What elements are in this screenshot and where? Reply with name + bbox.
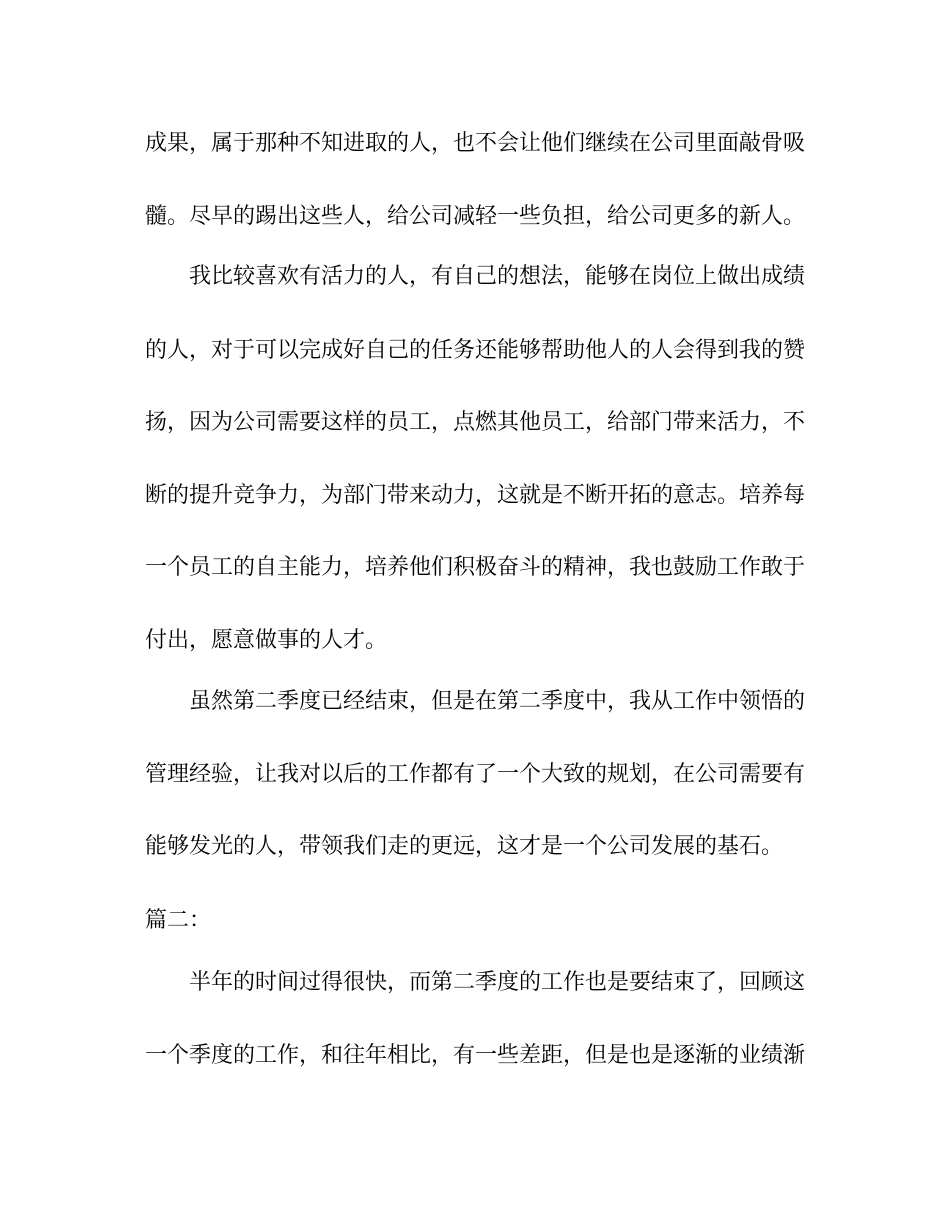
paragraph-line: 扬，因为公司需要这样的员工，点燃其他员工，给部门带来活力，不 bbox=[145, 410, 805, 435]
paragraph-line: 成果，属于那种不知进取的人，也不会让他们继续在公司里面敲骨吸 bbox=[145, 131, 805, 156]
paragraph-line: 管理经验，让我对以后的工作都有了一个大致的规划，在公司需要有 bbox=[145, 762, 805, 787]
section-heading: 篇二： bbox=[145, 908, 212, 933]
paragraph-line: 一个季度的工作，和往年相比，有一些差距，但是也是逐渐的业绩渐 bbox=[145, 1043, 805, 1068]
paragraph-line: 能够发光的人，带领我们走的更远，这才是一个公司发展的基石。 bbox=[145, 834, 784, 859]
paragraph-line: 虽然第二季度已经结束，但是在第二季度中，我从工作中领悟的 bbox=[189, 689, 805, 714]
paragraph-line: 髓。尽早的踢出这些人，给公司减轻一些负担，给公司更多的新人。 bbox=[145, 204, 805, 229]
paragraph-line: 付出，愿意做事的人才。 bbox=[145, 628, 388, 653]
paragraph-line: 一个员工的自主能力，培养他们积极奋斗的精神，我也鼓励工作敢于 bbox=[145, 555, 805, 580]
paragraph-line: 的人，对于可以完成好自己的任务还能够帮助他人的人会得到我的赞 bbox=[145, 338, 805, 363]
paragraph-line: 半年的时间过得很快，而第二季度的工作也是要结束了，回顾这 bbox=[189, 970, 805, 995]
paragraph-line: 断的提升竞争力，为部门带来动力，这就是不断开拓的意志。培养每 bbox=[145, 483, 805, 508]
paragraph-line: 我比较喜欢有活力的人，有自己的想法，能够在岗位上做出成绩 bbox=[189, 264, 805, 289]
